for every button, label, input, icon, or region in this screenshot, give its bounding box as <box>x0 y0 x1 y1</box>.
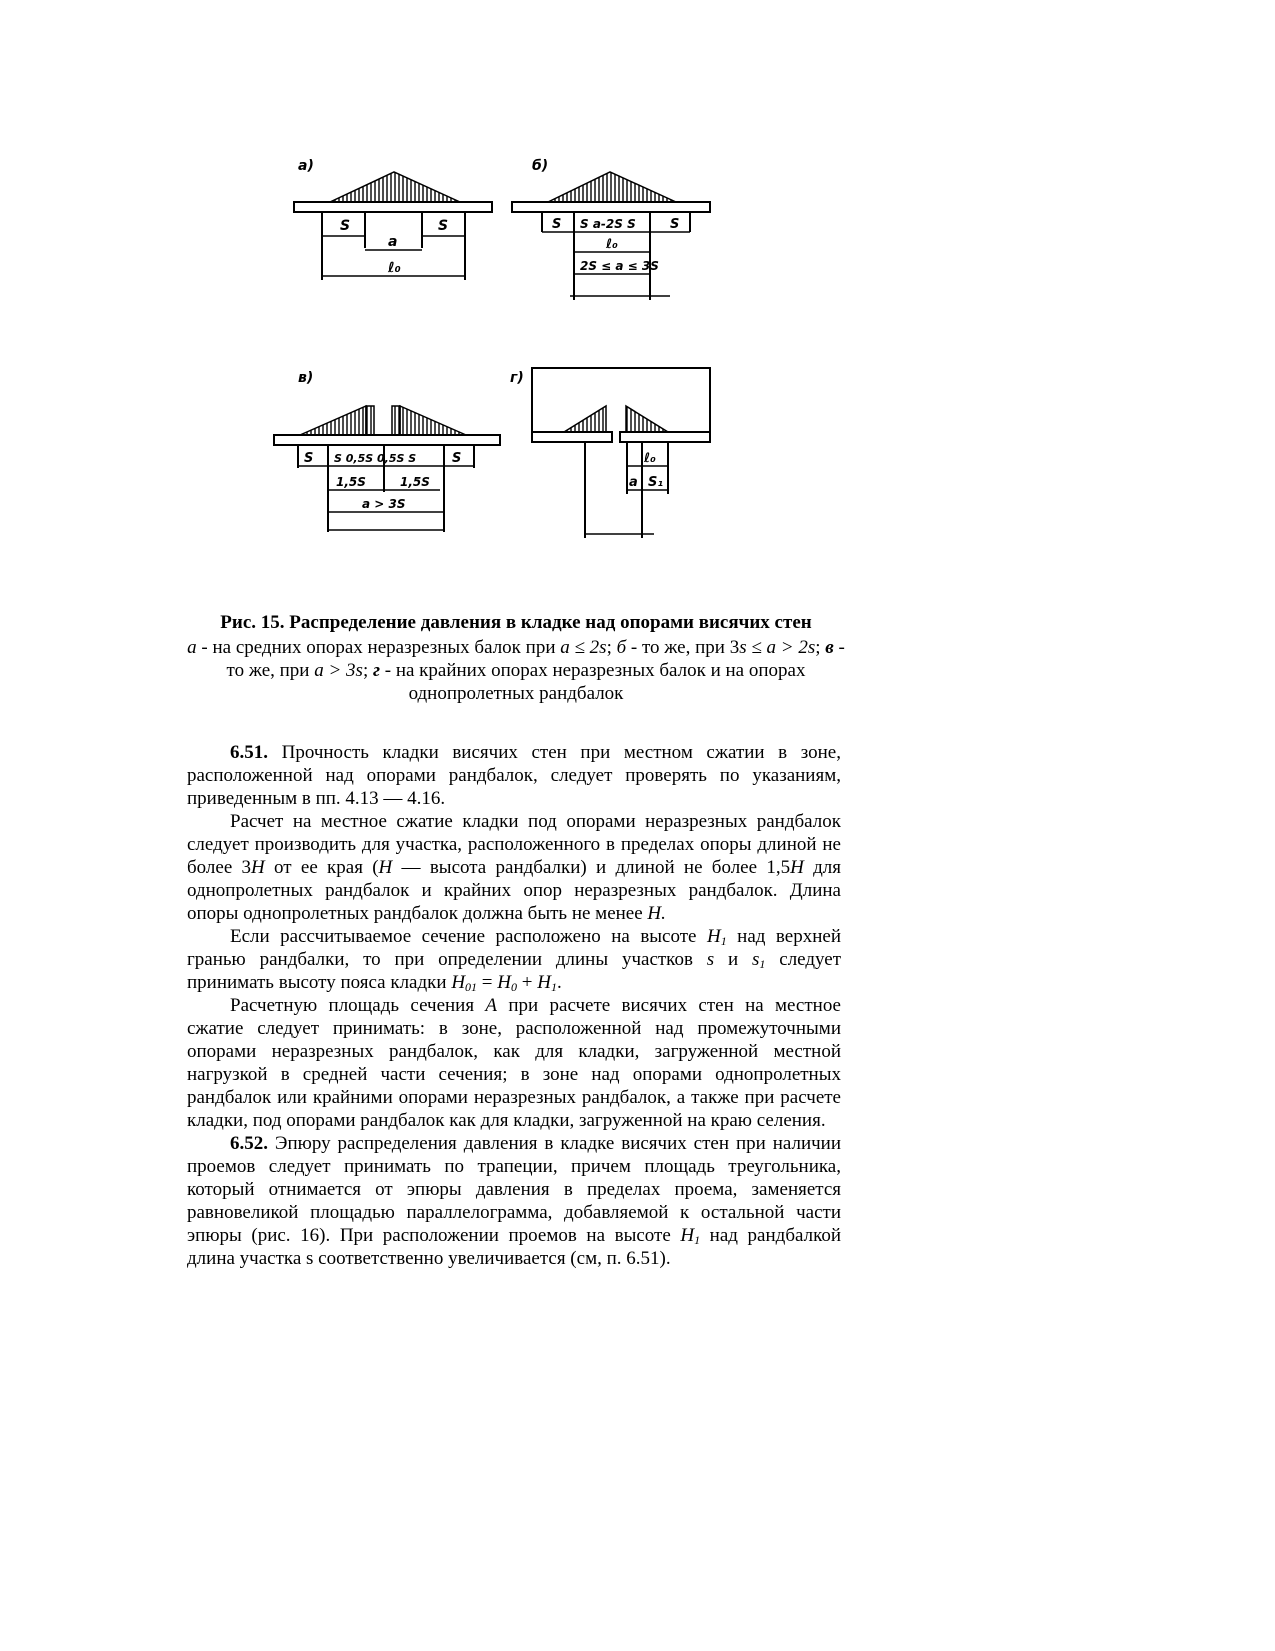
p3-formula-H0: Н <box>497 972 511 993</box>
panel-b-dim-l0: ℓ₀ <box>606 237 618 252</box>
paragraph-6-51-text: Прочность кладки висячих стен при местном сжатии в зоне, расположенной над опорами рандбалок, следует проверять по указаниям, приведенным в пп. 4.13 — 4.16. <box>187 742 841 809</box>
legend-b-letter: б <box>616 637 627 658</box>
panel-g-label: г) <box>510 370 524 386</box>
p3-formula-eq: = <box>477 972 498 993</box>
p2-part-c: — высота рандбалки) и длиной не более 1,5 <box>392 857 791 878</box>
panel-b <box>512 158 710 300</box>
p4-part-b: при расчете висячих стен на местное сжатие следует принимать: в зоне, расположенной над промежуточными опорами неразрезных рандбалок, как для кладки, загруженной местной нагрузкой в средней части сечения; в зоне над опорами однопролетных рандбалок или крайними опорами неразрезных рандбалок, а также при расчете кладки, под опорами рандбалок как для кладки, загруженной на краю селения. <box>187 995 841 1131</box>
legend-b-text: - то же, при 3 <box>626 637 740 658</box>
legend-v-letter: в <box>825 637 834 658</box>
panel-b-label: б) <box>532 158 549 174</box>
panel-g-dim-s1: S₁ <box>648 475 664 490</box>
p2-part-b: от ее края ( <box>264 857 379 878</box>
caption-title: Рис. 15. Распределение давления в кладке над опорами висячих стен <box>220 612 812 633</box>
p3-end: . <box>556 972 562 993</box>
panel-v <box>274 370 500 532</box>
panel-b-dim-range: 2S ≤ a ≤ 3S <box>580 259 659 273</box>
panel-v-dim-s-right: S <box>452 451 462 466</box>
legend-g-text: - на крайних опорах неразрезных балок и на опорах однопролетных рандбалок <box>380 660 806 704</box>
panel-v-dim-range: a > 3S <box>362 497 406 511</box>
panel-a <box>294 158 492 280</box>
panel-a-label: а) <box>298 158 314 174</box>
p2-H4: Н. <box>647 903 666 924</box>
panel-b-dim-s-left: S <box>552 217 562 232</box>
p2-part-a: Расчет на местное сжатие кладки под опорами неразрезных рандбалок следует производить для участка, расположенного в пределах опоры длиной не более 3 <box>187 811 841 878</box>
panel-v-dim-15s-left: 1,5S <box>336 475 366 489</box>
p3-formula-H01-sub: 01 <box>465 980 478 994</box>
paragraph-local-compression <box>187 810 841 925</box>
p2-H3: Н <box>790 857 804 878</box>
p3-H1: Н <box>706 926 721 947</box>
p5-H: Н <box>680 1225 695 1246</box>
legend-cond3: а > 3s <box>314 660 363 681</box>
panel-v-dim-15s-right: 1,5S <box>400 475 430 489</box>
p3-H1-sub: 1 <box>720 934 727 948</box>
body-text <box>187 741 841 1270</box>
p2-H2: Н <box>378 857 393 878</box>
p3-s1-sub: 1 <box>759 957 766 971</box>
panel-g-dim-l0: ℓ₀ <box>644 451 656 466</box>
clause-number-6-51: 6.51. <box>230 742 268 763</box>
legend-sep1: ; <box>606 637 617 658</box>
paragraph-design-area <box>187 994 841 1132</box>
p3-s: s <box>706 949 715 970</box>
legend-cond2: s ≤ а > 2s <box>739 637 816 658</box>
legend-sep2: ; <box>815 637 826 658</box>
p5-part-a: Эпюру распределения давления в кладке висячих стен при наличии проемов следует принимать по трапеции, причем площадь треугольника, который отнимается от эпюры давления в пределах проема, заменяется равновеликой площадью параллелограмма, добавляемой к остальной части эпюры (рис. 16). При расположении проемов на высоте <box>187 1133 841 1246</box>
p3-formula-H01: Н <box>451 972 466 993</box>
paragraph-6-52 <box>187 1132 841 1270</box>
legend-v-text: - то же, при <box>226 637 845 681</box>
p3-formula-H1: Н <box>537 972 551 993</box>
panel-a-dim-s-left: S <box>340 218 351 234</box>
panel-v-dim-middle: S 0,5S 0,5S S <box>334 452 417 465</box>
panel-b-dim-middle: S a-2S S <box>580 217 636 231</box>
p3-formula-H0-sub: 0 <box>511 980 517 994</box>
panel-v-dim-s-left: S <box>304 451 314 466</box>
panel-v-label: в) <box>298 370 314 386</box>
panel-a-dim-s-right: S <box>438 218 449 234</box>
p4-part-a: Расчетную площадь сечения <box>230 995 486 1016</box>
figure-15-drawing <box>270 150 770 580</box>
panel-b-dim-s-right: S <box>670 217 680 232</box>
p4-A: А <box>485 995 498 1016</box>
figure-caption <box>186 612 846 705</box>
panel-a-dim-l0: ℓ₀ <box>388 260 401 276</box>
p3-s1: s <box>752 949 760 970</box>
clause-number-6-52: 6.52. <box>230 1133 268 1154</box>
legend-sep3: ; <box>362 660 373 681</box>
figure-15 <box>270 150 770 580</box>
p5-part-b: над рандбалкой длина участка s соответственно увеличивается (см, п. 6.51). <box>187 1225 841 1269</box>
panel-a-dim-a: a <box>388 234 398 250</box>
p2-part-d: для однопролетных рандбалок и крайних опор неразрезных рандбалок. Длина опоры однопролетных рандбалок должна быть не менее <box>187 857 841 924</box>
paragraph-section-height <box>187 925 841 994</box>
p3-part-d: следует принимать высоту пояса кладки <box>187 949 842 993</box>
p2-H1: Н <box>251 857 265 878</box>
panel-g-dim-a: a <box>629 475 638 490</box>
p3-formula-plus: + <box>517 972 538 993</box>
legend-a-letter: а <box>187 637 197 658</box>
p3-part-b: над верхней гранью рандбалки, то при определении длины участков <box>187 926 841 970</box>
legend-a-text: - на средних опорах неразрезных балок при <box>196 637 561 658</box>
panel-g <box>510 368 710 538</box>
p5-H-sub: 1 <box>694 1233 701 1247</box>
paragraph-6-51 <box>187 741 841 810</box>
legend-cond1: а ≤ 2s <box>560 637 607 658</box>
p3-part-a: Если рассчитываемое сечение расположено на высоте <box>230 926 707 947</box>
caption-legend <box>186 636 846 705</box>
p3-part-c: и <box>714 949 753 970</box>
p3-formula-H1-sub: 1 <box>550 980 557 994</box>
legend-g-letter: г <box>372 660 380 681</box>
